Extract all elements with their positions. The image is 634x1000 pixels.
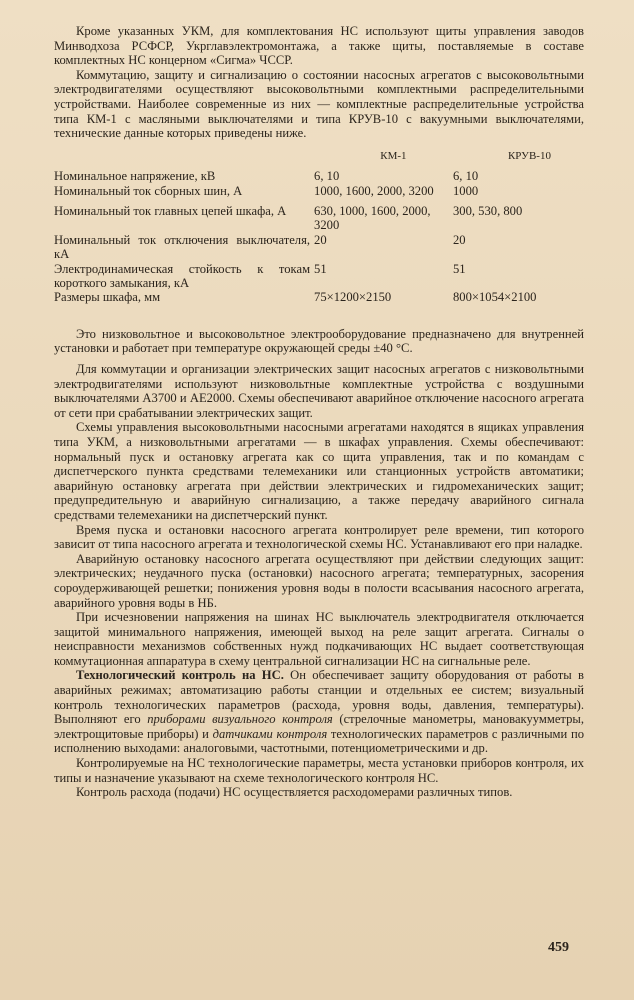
paragraph: Аварийную остановку насосного агрегата осуществляют при действии следующих защит: электрических; неудачного пуска (остановки) насосного агрегата; температурных, засорения сороудерживающей решетки; понижения уровня воды в полости всасывания насосного агрегата, аварийного уровня воды в НБ. [54,551,584,610]
paragraph: Для коммутации и организации электрических защит насосных агрегатов с низковольтными электродвигателями используют низковольтные комплектные устройства с воздушными выключателями А3700 и АЕ2000. Схемы обеспечивают аварийное отключение насосного агрегата от сети при срабатывании электрических защит. [54,362,584,420]
spec-row [54,184,584,198]
spec-value-kruv: 51 [452,261,466,276]
spec-row [54,204,584,233]
spec-value-kruv: 800×1054×2100 [452,290,537,305]
spec-value-kruv: 300, 530, 800 [452,203,523,218]
spec-header-kruv: КРУВ-10 [507,149,551,162]
paragraph: Кроме указанных УКМ, для комплектования НС используют щиты управления заводов Минводхоза РСФСР, Укрглавэлектромонтажа, а также щиты, поставляемые в составе комплектных НС концерном «Сигма» ЧССР. [54,24,584,68]
tech-control-heading: Технологический контроль на НС. [76,668,284,683]
paragraph: Это низковольтное и высоковольтное электрооборудование предназначено для внутренней установки и работает при температуре окружающей среды ±40 °С. [54,326,584,356]
spec-value-km1: 1000, 1600, 2000, 3200 [314,183,434,198]
spec-value-kruv: 1000 [452,183,479,198]
spec-table-header [54,149,584,163]
spec-label: Номинальный ток сборных шин, А [54,183,243,198]
spec-header-blank [54,149,314,163]
spec-row [54,262,584,291]
spec-row [54,169,584,183]
spec-label: Размеры шкафа, мм [54,290,161,305]
spec-row [54,233,584,262]
spec-label: Номинальный ток отключения выключателя, кА [54,232,311,262]
spec-value-kruv: 6, 10 [452,169,479,184]
spec-value-km1: 51 [314,261,327,276]
paragraph: Время пуска и остановки насосного агрегата контролирует реле времени, тип которого зависит от типа насосного агрегата и технологической схемы НС. Устанавливают его при наладке. [54,522,584,552]
tech-control-paragraph [54,668,584,756]
page-number: 459 [548,940,569,955]
text-run: (стрелочные манометры, мановакуумметры, электрощитовые приборы) и [54,712,584,741]
spec-value-km1: 630, 1000, 1600, 2000, 3200 [314,203,431,233]
spec-value-km1: 20 [314,232,327,247]
spec-value-km1: 75×1200×2150 [314,290,392,305]
paragraph: Коммутацию, защиту и сигнализацию о состоянии насосных агрегатов с высоковольтными электродвигателями осуществляют высоковольтными комплектными распределительными устройствами. Наиболее современные из них — комплектные распределительные устройства типа КМ-1 с масляными выключателями и типа КРУВ-10 с вакуумными выключателями, технические данные которых приведены ниже. [54,67,584,141]
spec-value-km1: 6, 10 [314,169,340,184]
spec-label: Номинальный ток главных цепей шкафа, А [54,203,287,218]
paragraph: Контроль расхода (подачи) НС осуществляется расходомерами различных типов. [76,785,513,800]
spec-label: Электродинамическая стойкость к токам короткого замыкания, кА [54,261,311,290]
emphasis: приборами визуального контроля [147,712,333,727]
page-content [54,24,584,800]
emphasis: датчиками контроля [212,726,328,741]
text-run: технологических параметров с различными по исполнению выходами: аналоговыми, частотными, потенциометрическими и др. [54,726,584,756]
spec-row [54,290,584,304]
paragraph: Схемы управления высоковольтными насосными агрегатами находятся в ящиках управления типа УКМ, а низковольтными агрегатами — в шкафах управления. Схемы обеспечивают: нормальный пуск и остановку агрегата как со щита управления, так и по командам с диспетчерского пункта средствами телемеханики или станционных устройств автоматики; аварийную остановку агрегата при действии электрических и гидромеханических защит; предупредительную и аварийную сигнализацию, а также передачу аварийного сигнала средствами телемеханики на диспетчерский пункт. [54,420,584,522]
paragraph: При исчезновении напряжения на шинах НС выключатель электродвигателя отключается защитой минимального напряжения, имеющей выход на реле защит агрегата. Сигналы о неисправности механизмов собственных нужд подкачивающих НС выдает соответствующая коммутационная аппаратура в схему центральной сигнализации НС на сигнальные реле. [54,610,584,668]
paragraph: Контролируемые на НС технологические параметры, места установки приборов контроля, их типы и назначение указывают на схеме технологического контроля НС. [54,756,584,785]
spec-header-km1: КМ-1 [380,149,407,162]
spec-value-kruv: 20 [452,232,466,247]
text-run: Он обеспечивает защиту оборудования от работы в аварийных режимах; автоматизацию работы станции и отдельных ее систем; визуальный контроль технологических параметров (расхода, уровня воды, давления, температуры). Выполняют его [54,668,584,727]
spec-label: Номинальное напряжение, кВ [54,169,216,184]
spec-table [54,149,584,305]
